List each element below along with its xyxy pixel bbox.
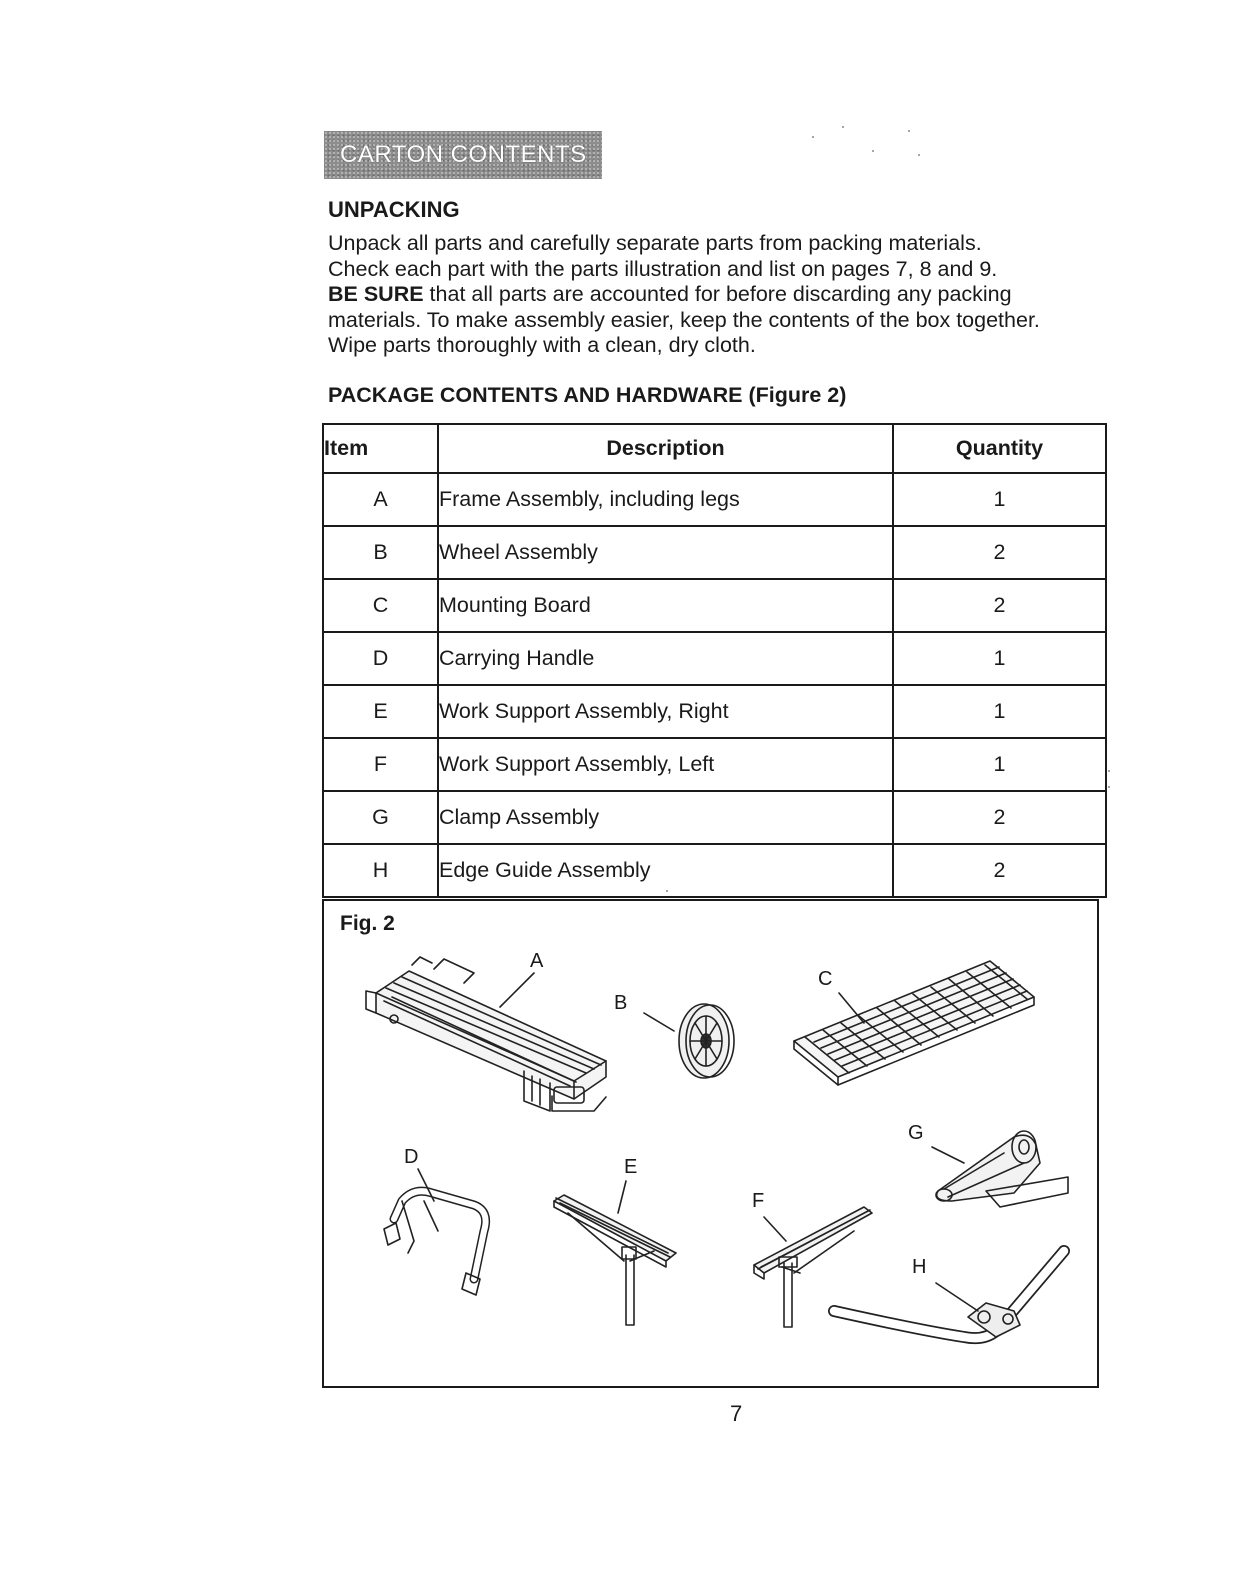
column-header-quantity: Quantity xyxy=(893,424,1106,473)
figure-title: Fig. 2 xyxy=(340,912,395,935)
label-b: B xyxy=(614,992,628,1014)
scan-speck xyxy=(918,154,920,156)
unpacking-paragraph xyxy=(328,231,1128,359)
frame-assembly-drawing xyxy=(366,957,606,1111)
column-header-description: Description xyxy=(438,424,893,473)
unpacking-line-3 xyxy=(328,282,1128,308)
table-row xyxy=(323,685,1106,738)
table-row xyxy=(323,579,1106,632)
cell-quantity: 1 xyxy=(893,685,1106,738)
cell-item: H xyxy=(323,844,438,897)
scan-speck xyxy=(1108,770,1110,772)
table-row xyxy=(323,738,1106,791)
scan-speck xyxy=(666,890,668,892)
label-f: F xyxy=(752,1190,765,1212)
cell-description: Work Support Assembly, Right xyxy=(438,685,893,738)
edge-guide-drawing xyxy=(834,1251,1064,1338)
page-number: 7 xyxy=(730,1401,743,1426)
package-contents-heading: PACKAGE CONTENTS AND HARDWARE (Figure 2) xyxy=(328,383,847,407)
parts-table xyxy=(322,423,1107,898)
label-a: A xyxy=(530,950,544,972)
parts-table-header xyxy=(323,424,1106,473)
scan-speck xyxy=(1108,786,1110,788)
cell-item: D xyxy=(323,632,438,685)
cell-description: Mounting Board xyxy=(438,579,893,632)
label-h: H xyxy=(912,1256,927,1278)
table-row xyxy=(323,791,1106,844)
cell-description: Clamp Assembly xyxy=(438,791,893,844)
parts-illustration xyxy=(324,901,1097,1386)
unpacking-line-5: Wipe parts thoroughly with a clean, dry cloth. xyxy=(328,333,756,357)
unpacking-line-4: materials. To make assembly easier, keep the contents of the box together. xyxy=(328,307,1040,332)
column-header-item: Item xyxy=(323,424,438,473)
table-row xyxy=(323,473,1106,526)
scan-speck xyxy=(908,130,910,132)
unpacking-line-2: Check each part with the parts illustration and list on pages 7, 8 and 9. xyxy=(328,256,998,281)
label-c: C xyxy=(818,968,833,990)
cell-description: Edge Guide Assembly xyxy=(438,844,893,897)
table-row xyxy=(323,844,1106,897)
table-row xyxy=(323,632,1106,685)
unpacking-heading: UNPACKING xyxy=(328,197,460,222)
cell-description: Wheel Assembly xyxy=(438,526,893,579)
cell-quantity: 1 xyxy=(893,632,1106,685)
table-row xyxy=(323,526,1106,579)
cell-item: B xyxy=(323,526,438,579)
clamp-drawing xyxy=(936,1131,1068,1207)
be-sure-emphasis: BE SURE xyxy=(328,282,424,306)
cell-quantity: 1 xyxy=(893,738,1106,791)
cell-quantity: 2 xyxy=(893,791,1106,844)
work-support-right-drawing xyxy=(554,1195,676,1325)
cell-item: A xyxy=(323,473,438,526)
scan-speck xyxy=(842,126,844,128)
unpacking-line-3-rest: that all parts are accounted for before discarding any packing xyxy=(423,282,1012,306)
cell-quantity: 1 xyxy=(893,473,1106,526)
section-banner: CARTON CONTENTS xyxy=(324,131,602,179)
cell-quantity: 2 xyxy=(893,844,1106,897)
label-d: D xyxy=(404,1146,419,1168)
carrying-handle-drawing xyxy=(384,1191,486,1295)
label-g: G xyxy=(908,1122,924,1144)
cell-quantity: 2 xyxy=(893,526,1106,579)
cell-item: G xyxy=(323,791,438,844)
cell-item: C xyxy=(323,579,438,632)
cell-item: E xyxy=(323,685,438,738)
cell-description: Frame Assembly, including legs xyxy=(438,473,893,526)
scan-speck xyxy=(812,136,814,138)
wheel-drawing xyxy=(679,1004,734,1078)
cell-description: Work Support Assembly, Left xyxy=(438,738,893,791)
label-e: E xyxy=(624,1156,638,1178)
figure-2-box xyxy=(322,899,1099,1388)
unpacking-line-1: Unpack all parts and carefully separate parts from packing materials. xyxy=(328,231,982,255)
cell-item: F xyxy=(323,738,438,791)
cell-quantity: 2 xyxy=(893,579,1106,632)
scan-speck xyxy=(872,150,874,152)
cell-description: Carrying Handle xyxy=(438,632,893,685)
